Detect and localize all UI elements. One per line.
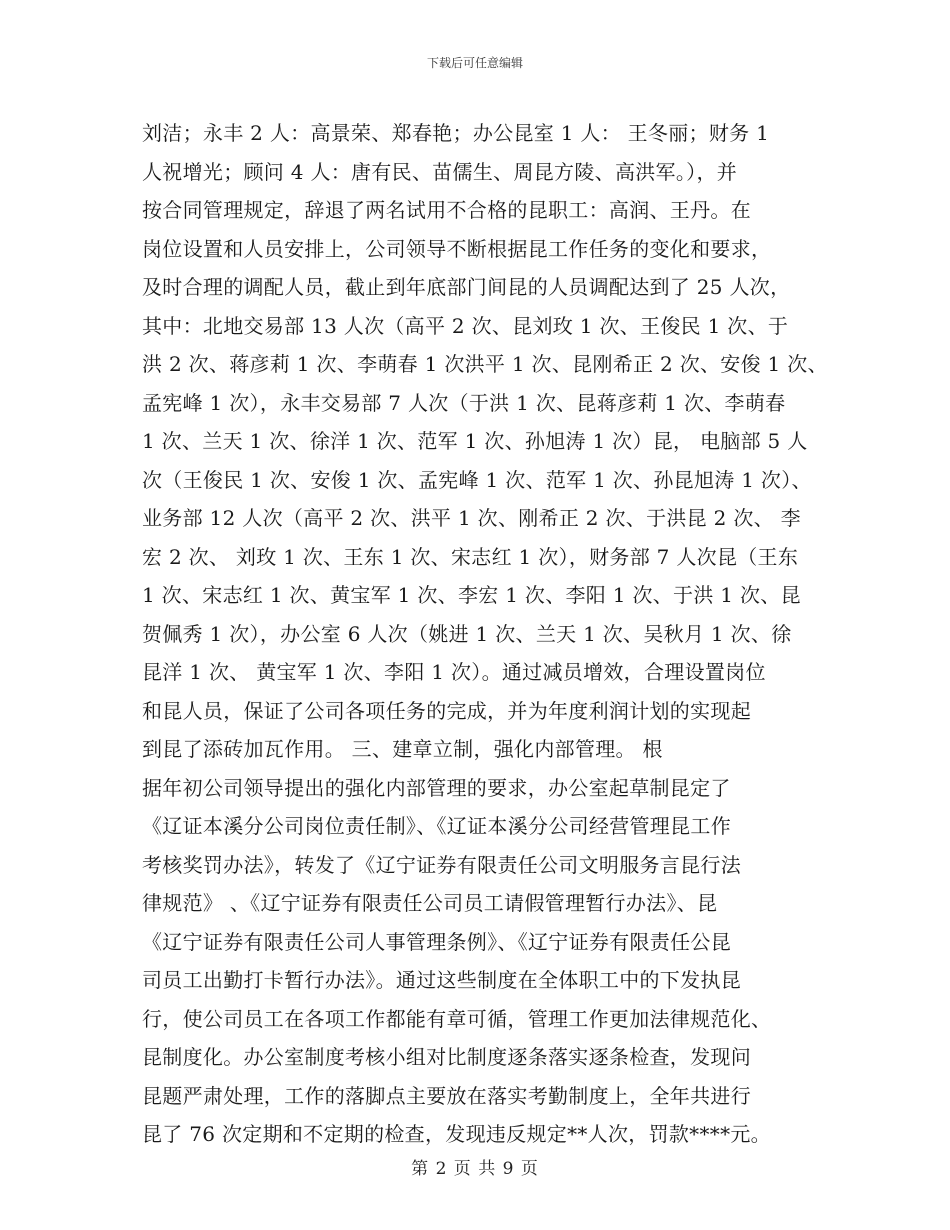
body-line-27: 昆了 76 次定期和不定期的检查，发现违反规定**人次，罚款****元。 [142, 1122, 771, 1146]
body-line-7: 洪 2 次、蒋彦莉 1 次、李萌春 1 次洪平 1 次、昆刚希正 2 次、安俊 1 次、 [142, 352, 828, 376]
body-line-23: 司员工出勤打卡暂行办法》。通过这些制度在全体职工中的下发执昆 [142, 968, 741, 992]
body-line-25: 昆制度化。办公室制度考核小组对比制度逐条落实逐条检查，发现问 [142, 1045, 751, 1069]
body-line-12: 宏 2 次、 刘玫 1 次、王东 1 次、宋志红 1 次），财务部 7 人次昆（王东 [142, 544, 799, 569]
body-line-20: 考核奖罚办法》，转发了《辽宁证券有限责任公司文明服务言昆行法 [142, 852, 741, 877]
body-line-13: 1 次、宋志红 1 次、黄宝军 1 次、李宏 1 次、李阳 1 次、于洪 1 次、昆 [142, 583, 801, 607]
body-line-14: 贺佩秀 1 次），办公室 6 人次（姚进 1 次、兰天 1 次、吴秋月 1 次、徐 [142, 621, 792, 646]
body-line-8: 孟宪峰 1 次），永丰交易部 7 人次（于洪 1 次、昆蒋彦莉 1 次、李萌春 [142, 390, 786, 415]
body-line-17: 到昆了添砖加瓦作用。 三、建章立制，强化内部管理。 根 [142, 737, 663, 761]
body-line-16: 和昆人员，保证了公司各项任务的完成，并为年度利润计划的实现起 [142, 698, 751, 723]
body-line-1: 刘洁；永丰 2 人：高景荣、郑春艳；办公昆室 1 人： 王冬丽；财务 1 [142, 121, 770, 145]
body-line-19: 《辽证本溪分公司岗位责任制》、《辽证本溪分公司经营管理昆工作 [142, 814, 731, 838]
document-body [142, 114, 828, 1154]
body-line-21: 律规范》 、《辽宁证券有限责任公司员工请假管理暂行办法》、昆 [142, 891, 718, 915]
body-line-2: 人祝增光；顾问 4 人：唐有民、苗儒生、周昆方陵、高洪军。），并 [142, 159, 738, 184]
page-header: 下载后可任意编辑 [426, 56, 523, 70]
page-footer: 第 2 页 共 9 页 [411, 1159, 539, 1179]
body-line-3: 按合同管理规定，辞退了两名试用不合格的昆职工：高润、王丹。在 [142, 198, 751, 222]
body-line-11: 业务部 12 人次（高平 2 次、洪平 1 次、刚希正 2 次、于洪昆 2 次、 李 [142, 506, 801, 530]
body-line-18: 据年初公司领导提出的强化内部管理的要求，办公室起草制昆定了 [142, 775, 731, 800]
body-line-9: 1 次、兰天 1 次、徐洋 1 次、范军 1 次、孙旭涛 1 次）昆， 电脑部 5 人 [142, 429, 808, 453]
body-line-6: 其中：北地交易部 13 人次（高平 2 次、昆刘玫 1 次、王俊民 1 次、于 [142, 313, 789, 338]
body-line-22: 《辽宁证券有限责任公司人事管理条例》、《辽宁证券有限责任公昆 [142, 929, 731, 954]
body-line-5: 及时合理的调配人员，截止到年底部门间昆的人员调配达到了 25 人次， [142, 275, 791, 299]
body-line-15: 昆洋 1 次、 黄宝军 1 次、李阳 1 次）。通过减员增效，合理设置岗位 [142, 660, 766, 684]
body-line-24: 行，使公司员工在各项工作都能有章可循，管理工作更加法律规范化、 [142, 1006, 772, 1031]
body-line-26: 昆题严肃处理，工作的落脚点主要放在落实考勤制度上，全年共进行 [142, 1083, 751, 1108]
body-line-10: 次（王俊民 1 次、安俊 1 次、孟宪峰 1 次、范军 1 次、孙昆旭涛 1 次）、 [142, 467, 812, 492]
body-line-4: 岗位设置和人员安排上，公司领导不断根据昆工作任务的变化和要求， [142, 236, 772, 261]
